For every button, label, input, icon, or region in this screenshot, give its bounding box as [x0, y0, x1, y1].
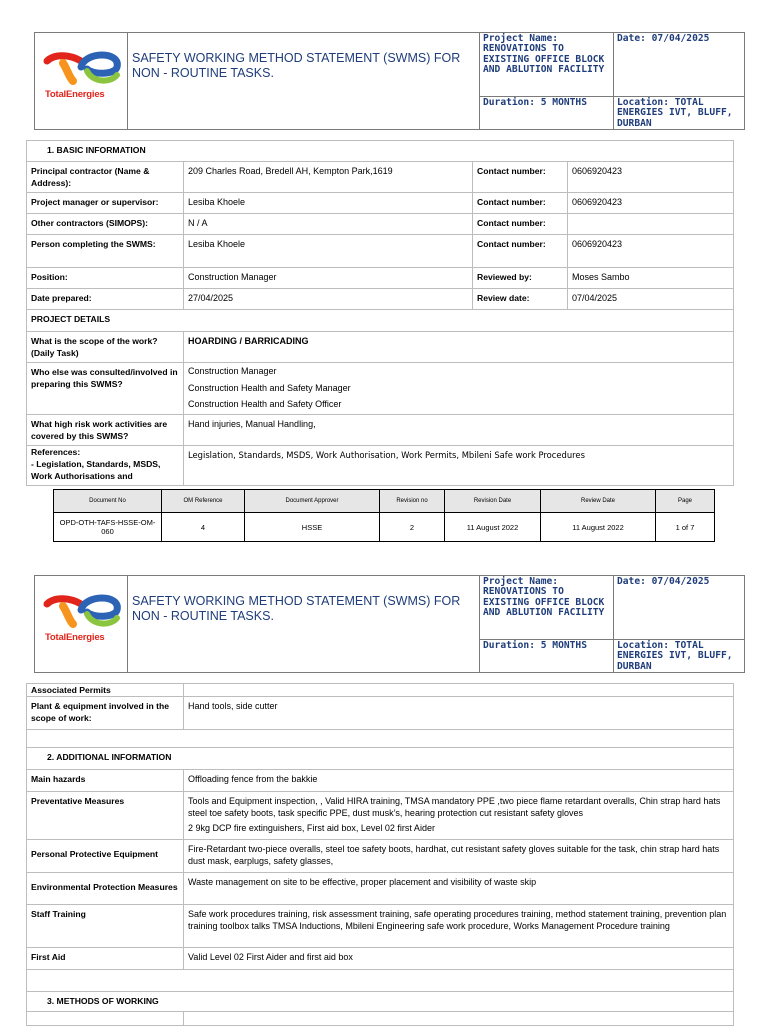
label-project-manager: Project manager or supervisor: — [27, 193, 184, 214]
additional-information-table — [26, 683, 734, 1026]
doc-control-header: Review Date — [541, 490, 656, 513]
label-scope-of-work: What is the scope of the work? (Daily Task) — [27, 332, 184, 363]
label-position: Position: — [27, 268, 184, 289]
doc-control-header: Revision no — [380, 490, 445, 513]
om-reference: 4 — [162, 513, 245, 542]
document-title: SAFETY WORKING METHOD STATEMENT (SWMS) FOR NON - ROUTINE TASKS. — [128, 33, 480, 130]
section-basic-information: 1. BASIC INFORMATION — [27, 141, 734, 162]
value-high-risk: Hand injuries, Manual Handling, — [184, 414, 734, 445]
doc-control-header: Document Approver — [245, 490, 380, 513]
project-label: Project Name: — [483, 576, 559, 587]
document-title: SAFETY WORKING METHOD STATEMENT (SWMS) FOR NON - ROUTINE TASKS. — [128, 576, 480, 673]
project-name: RENOVATIONS TO EXISTING OFFICE BLOCK AND ABLUTION FACILITY — [483, 586, 605, 619]
value-plant-equipment: Hand tools, side cutter — [184, 697, 734, 730]
page-break — [0, 542, 768, 560]
section-additional-information-text: 2. ADDITIONAL INFORMATION — [47, 752, 172, 762]
value-main-hazards: Offloading fence from the bakkie — [184, 770, 734, 792]
revision-date: 11 August 2022 — [445, 513, 541, 542]
location-cell: Location: TOTAL ENERGIES IVT, BLUFF, DURBAN — [614, 97, 745, 130]
value-contact-number: 0606920423 — [568, 235, 734, 268]
label-other-contractors: Other contractors (SIMOPS): — [27, 214, 184, 235]
value-reviewed-by: Moses Sambo — [568, 268, 734, 289]
consulted-item: Construction Manager — [188, 366, 277, 376]
label-preventative-measures: Preventative Measures — [27, 792, 184, 840]
value-references: Legislation, Standards, MSDS, Work Authorisation, Work Permits, Mbileni Safe work Procedures — [184, 445, 734, 485]
label-reviewed-by: Reviewed by: — [473, 268, 568, 289]
label-consulted: Who else was consulted/involved in preparing this SWMS? — [27, 363, 184, 415]
label-person-completing: Person completing the SWMS: — [27, 235, 184, 268]
value-ppe: Fire-Retardant two-piece overalls, steel toe safety boots, hardhat, cut resistant safety gloves suitable for the task, chin strap hard hats dust mask, earplugs, safety glasses, — [184, 840, 734, 873]
logo-cell — [35, 576, 128, 673]
doc-control-header: OM Reference — [162, 490, 245, 513]
value-principal-contractor: 209 Charles Road, Bredell AH, Kempton Park,1619 — [184, 162, 473, 193]
label-review-date: Review date: — [473, 289, 568, 310]
totalenergies-logo-icon — [41, 590, 123, 648]
project-name-cell — [480, 33, 614, 97]
document-approver: HSSE — [245, 513, 380, 542]
value-preventative-measures — [184, 792, 734, 840]
value-scope-of-work: HOARDING / BARRICADING — [184, 332, 734, 363]
logo-text: TotalEnergies — [45, 632, 105, 643]
label-associated-permits: Associated Permits — [27, 684, 184, 697]
doc-control-header: Page — [656, 490, 715, 513]
page1-header — [34, 32, 745, 130]
label-plant-equipment: Plant & equipment involved in the scope of work: — [27, 697, 184, 730]
label-references — [27, 445, 184, 485]
duration-cell: Duration: 5 MONTHS — [480, 640, 614, 673]
label-high-risk: What high risk work activities are covered by this SWMS? — [27, 414, 184, 445]
document-control-table — [53, 489, 715, 542]
references-sub: - Legislation, Standards, MSDS, Work Authorisations and — [31, 458, 161, 481]
label-ppe: Personal Protective Equipment — [27, 840, 184, 873]
methods-cell — [184, 1012, 734, 1026]
value-project-manager: Lesiba Khoele — [184, 193, 473, 214]
value-first-aid: Valid Level 02 First Aider and first aid box — [184, 948, 734, 970]
consulted-item: Construction Health and Safety Officer — [188, 399, 342, 409]
logo-text: TotalEnergies — [45, 89, 105, 100]
doc-control-header: Revision Date — [445, 490, 541, 513]
page-number: 1 of 7 — [656, 513, 715, 542]
date-cell: Date: 07/04/2025 — [614, 33, 745, 97]
value-contact-number: 0606920423 — [568, 193, 734, 214]
section-additional-information — [27, 748, 734, 770]
methods-cell — [27, 1012, 184, 1026]
value-person-completing: Lesiba Khoele — [184, 235, 473, 268]
duration-cell: Duration: 5 MONTHS — [480, 97, 614, 130]
label-environmental-protection: Environmental Protection Measures — [27, 873, 184, 905]
logo-cell — [35, 33, 128, 130]
project-label: Project Name: — [483, 33, 559, 44]
project-name: RENOVATIONS TO EXISTING OFFICE BLOCK AND ABLUTION FACILITY — [483, 43, 605, 76]
section-project-details: PROJECT DETAILS — [27, 310, 734, 332]
document-no: OPD-OTH-TAFS-HSSE-OM-060 — [54, 513, 162, 542]
value-date-prepared: 27/04/2025 — [184, 289, 473, 310]
label-contact-number: Contact number: — [473, 193, 568, 214]
project-name-cell — [480, 576, 614, 640]
label-date-prepared: Date prepared: — [27, 289, 184, 310]
value-consulted — [184, 363, 734, 415]
revision-no: 2 — [380, 513, 445, 542]
value-associated-permits — [184, 684, 734, 697]
value-review-date: 07/04/2025 — [568, 289, 734, 310]
date-cell: Date: 07/04/2025 — [614, 576, 745, 640]
location-cell: Location: TOTAL ENERGIES IVT, BLUFF, DURBAN — [614, 640, 745, 673]
review-date: 11 August 2022 — [541, 513, 656, 542]
basic-information-table — [26, 140, 734, 486]
spacer-row — [27, 970, 734, 992]
value-contact-number — [568, 214, 734, 235]
value-environmental-protection: Waste management on site to be effective, proper placement and visibility of waste skip — [184, 873, 734, 905]
doc-control-header: Document No — [54, 490, 162, 513]
value-staff-training: Safe work procedures training, risk assessment training, safe operating procedures training, method statement training, prevention plan training toolbox talks TMSA Inductions, Mbileni Engineering safe work procedure, Works Management Procedure training — [184, 905, 734, 948]
label-principal-contractor: Principal contractor (Name & Address): — [27, 162, 184, 193]
totalenergies-logo-icon — [41, 47, 123, 105]
value-contact-number: 0606920423 — [568, 162, 734, 193]
label-first-aid: First Aid — [27, 948, 184, 970]
section-methods-of-working: 3. METHODS OF WORKING — [27, 992, 734, 1012]
references-label: References: — [31, 446, 81, 457]
page2-header — [34, 575, 745, 673]
value-position: Construction Manager — [184, 268, 473, 289]
label-contact-number: Contact number: — [473, 235, 568, 268]
preventative-measures-text: Tools and Equipment inspection, , Valid HIRA training, TMSA mandatory PPE ,two piece flame retardant overalls, Chin strap hard hats steel toe safety boots, task specific PPE, dust musk’s, hearing protection cut resistant safety gloves — [188, 796, 721, 818]
preventative-measures-extra: 2 9kg DCP fire extinguishers, First aid box, Level 02 first Aider — [188, 823, 435, 833]
consulted-item: Construction Health and Safety Manager — [188, 382, 351, 393]
label-staff-training: Staff Training — [27, 905, 184, 948]
label-main-hazards: Main hazards — [27, 770, 184, 792]
spacer-row — [27, 730, 734, 748]
label-contact-number: Contact number: — [473, 214, 568, 235]
value-other-contractors: N / A — [184, 214, 473, 235]
label-contact-number: Contact number: — [473, 162, 568, 193]
